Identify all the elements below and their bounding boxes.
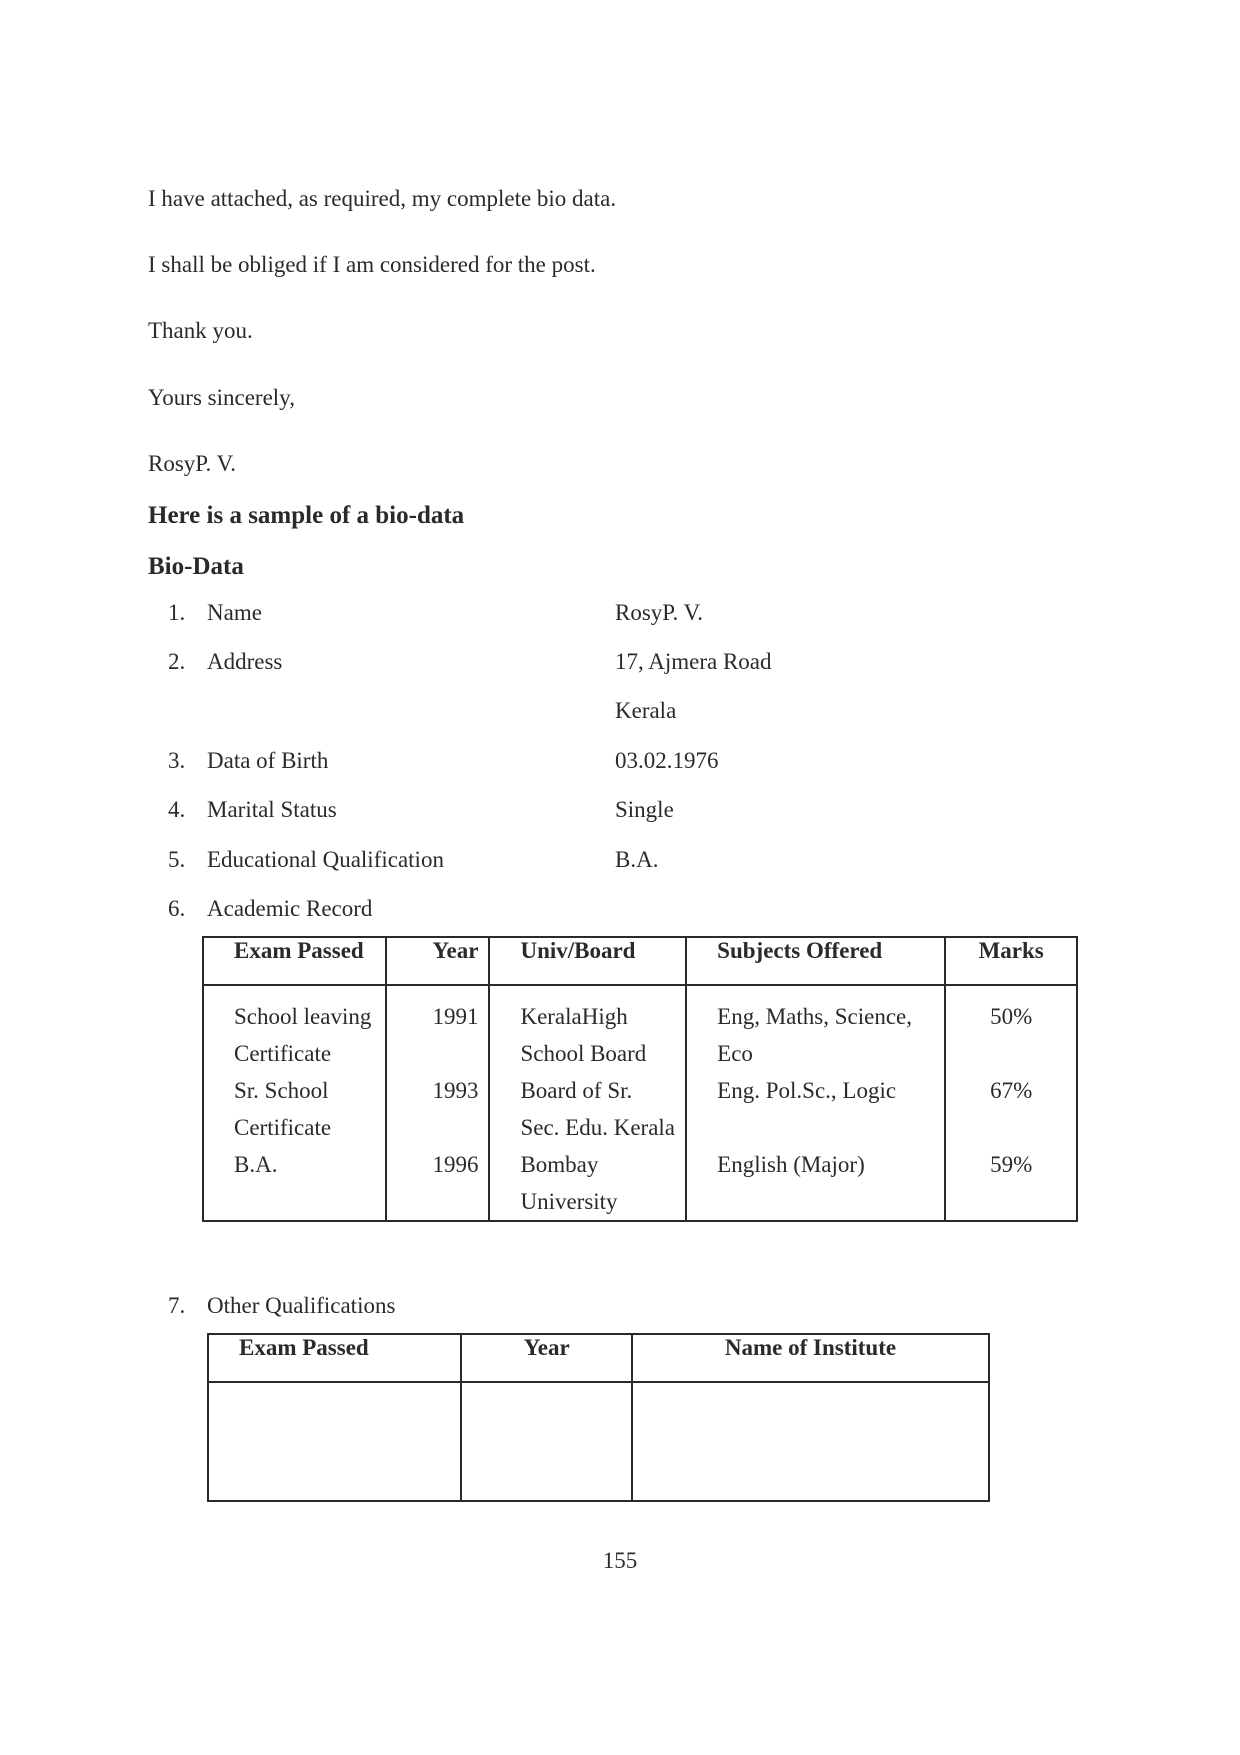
header-univ-board: Univ/Board: [489, 937, 686, 985]
other-qualifications-table: [207, 1333, 990, 1502]
header-marks: Marks: [945, 937, 1077, 985]
header-exam-passed: Exam Passed: [203, 937, 386, 985]
header-year: Year: [386, 937, 490, 985]
cell-institute: [632, 1382, 989, 1501]
header-subjects-offered: Subjects Offered: [686, 937, 945, 985]
field-value: RosyP. V.: [615, 600, 704, 625]
field-number: 5.: [168, 847, 186, 872]
table-header-row: [203, 937, 1077, 985]
field-value: 17, Ajmera Road: [615, 649, 772, 674]
table-header-row: [208, 1334, 989, 1382]
field-number: 2.: [168, 649, 186, 674]
cell-exam: [208, 1382, 461, 1501]
field-number: 6.: [168, 896, 186, 921]
header-year: Year: [461, 1334, 632, 1382]
sample-heading: Here is a sample of a bio-data: [148, 502, 465, 529]
field-number: 4.: [168, 797, 186, 822]
cell-board: KeralaHigh School Board: [489, 985, 686, 1072]
field-value: B.A.: [615, 847, 659, 872]
cell-marks: 59%: [945, 1146, 1077, 1221]
field-label: Address: [207, 649, 283, 674]
cell-subjects: English (Major): [686, 1146, 945, 1221]
field-label: Academic Record: [207, 896, 373, 921]
field-label: Data of Birth: [207, 748, 329, 773]
letter-line-1: I have attached, as required, my complete bio data.: [148, 186, 617, 211]
cell-board: Board of Sr. Sec. Edu. Kerala: [489, 1072, 686, 1146]
header-name-of-institute: Name of Institute: [632, 1334, 989, 1382]
cell-exam: School leaving Certificate: [203, 985, 386, 1072]
field-label: Name: [207, 600, 262, 625]
cell-exam: Sr. School Certificate: [203, 1072, 386, 1146]
letter-signature: RosyP. V.: [148, 451, 237, 476]
field-number: 1.: [168, 600, 186, 625]
field-number: 7.: [168, 1293, 186, 1318]
cell-exam: B.A.: [203, 1146, 386, 1221]
table-row: [208, 1382, 989, 1501]
cell-marks: 50%: [945, 985, 1077, 1072]
field-value: Single: [615, 797, 674, 822]
cell-year: 1991: [386, 985, 490, 1072]
field-value: 03.02.1976: [615, 748, 719, 773]
header-exam-passed: Exam Passed: [208, 1334, 461, 1382]
field-label: Marital Status: [207, 797, 337, 822]
field-label: Other Qualifications: [207, 1293, 396, 1318]
field-number: 3.: [168, 748, 186, 773]
table-row: [203, 985, 1077, 1072]
letter-line-2: I shall be obliged if I am considered for the post.: [148, 252, 596, 277]
biodata-heading: Bio-Data: [148, 553, 244, 580]
academic-record-table: [202, 936, 1078, 1222]
cell-year: 1996: [386, 1146, 490, 1221]
table-row: [203, 1146, 1077, 1221]
field-label: Educational Qualification: [207, 847, 444, 872]
table-row: [203, 1072, 1077, 1146]
field-value-line-2: Kerala: [615, 698, 677, 723]
cell-year: 1993: [386, 1072, 490, 1146]
letter-closing: Yours sincerely,: [148, 385, 295, 410]
letter-thanks: Thank you.: [148, 318, 253, 343]
cell-marks: 67%: [945, 1072, 1077, 1146]
cell-year: [461, 1382, 632, 1501]
cell-board: Bombay University: [489, 1146, 686, 1221]
cell-subjects: Eng, Maths, Science, Eco: [686, 985, 945, 1072]
page-number: 155: [602, 1548, 638, 1573]
cell-subjects: Eng. Pol.Sc., Logic: [686, 1072, 945, 1146]
